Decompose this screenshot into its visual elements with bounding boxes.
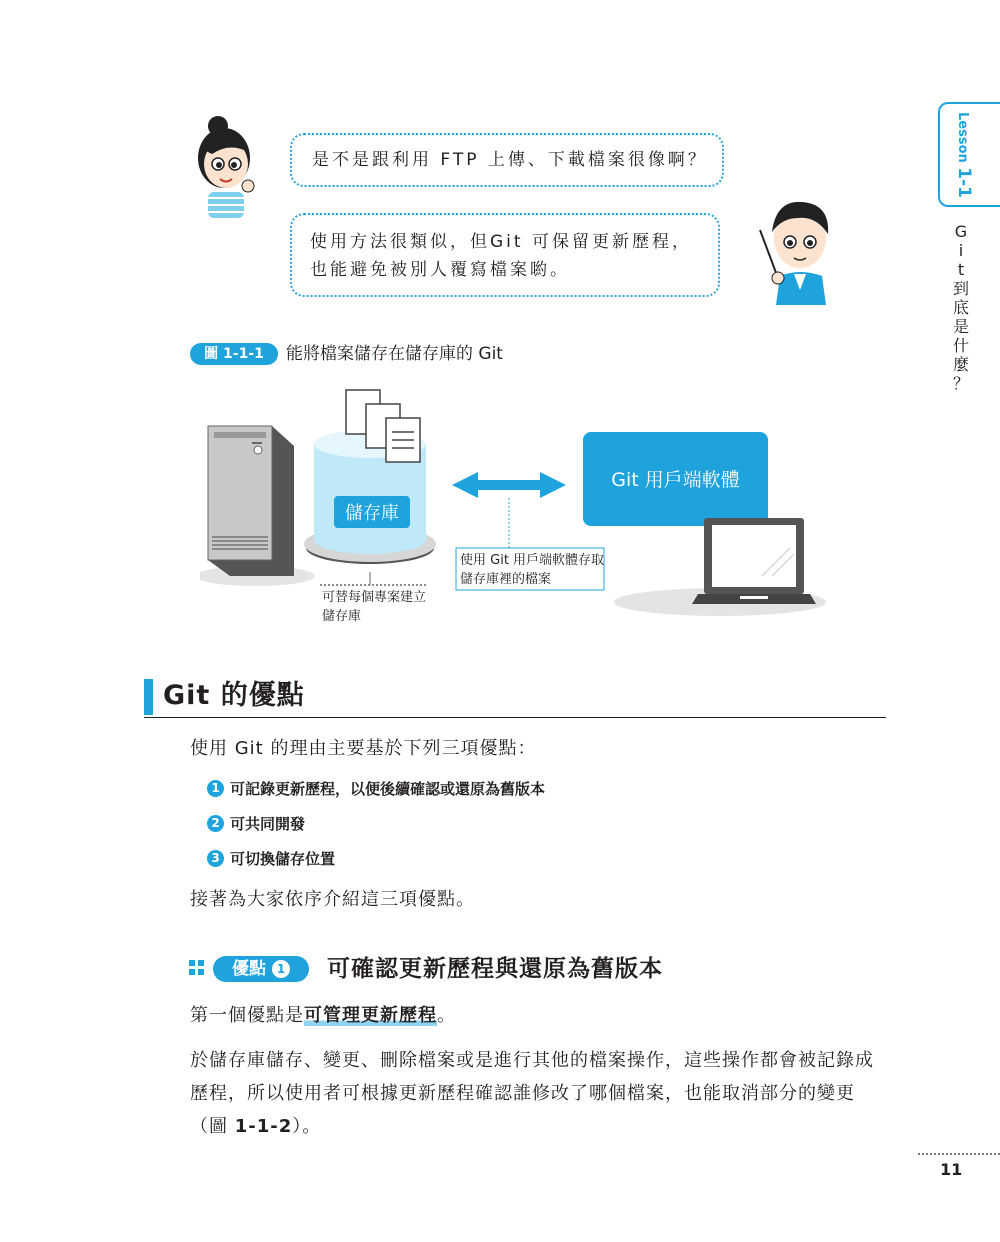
list-item [207, 847, 335, 869]
note-repo-line1: 可替每個專案建立 [322, 590, 427, 605]
subsection-p2-line2: 歷程，所以使用者可根據更新歷程確認誰修改了哪個檔案，也能取消部分的變更 [190, 1083, 855, 1104]
note-access-line2: 儲存庫裡的檔案 [460, 572, 552, 587]
boy-character [752, 190, 832, 305]
chapter-char: t [957, 260, 965, 279]
bubble-answer-line2: 也能避免被別人覆寫檔案喲。 [310, 260, 570, 280]
section-bar [144, 679, 153, 715]
laptop-icon [614, 518, 826, 616]
p2-line3-open: （圖 [190, 1116, 235, 1137]
subsection-p1 [190, 1003, 456, 1029]
figure-reference: 1-1-2 [234, 1116, 293, 1137]
page-divider [918, 1153, 1000, 1155]
note-access-line1: 使用 Git 用戶端軟體存取 [460, 553, 605, 568]
chapter-char: G [954, 222, 968, 241]
chapter-char: 什 [952, 336, 969, 355]
figure-diagram [200, 380, 830, 630]
item-text: 可切換儲存位置 [230, 849, 336, 868]
item-text: 可記錄更新歷程，以便後續確認或還原為舊版本 [230, 779, 546, 798]
subsection-title: 可確認更新歷程與還原為舊版本 [327, 956, 663, 982]
section-rule [144, 717, 886, 718]
bubble-question-text: 是不是跟利用 FTP 上傳、下載檔案很像啊？ [312, 150, 708, 170]
p1-prefix: 第一個優點是 [190, 1005, 304, 1026]
chapter-char: 是 [952, 317, 969, 336]
girl-character [190, 112, 260, 222]
advantage-badge-number: 1 [272, 960, 290, 978]
repo-label: 儲存庫 [345, 503, 399, 524]
subsection-p2-line3 [190, 1114, 321, 1140]
item-number: 2 [207, 815, 224, 832]
item-text: 可共同開發 [230, 814, 306, 833]
lesson-word: Lesson [955, 111, 971, 167]
client-software-label: Git 用戶端軟體 [611, 469, 740, 491]
figure-caption: 能將檔案儲存在儲存庫的 Git [286, 344, 503, 364]
chapter-title-vertical [950, 222, 972, 393]
lesson-tab-label [940, 102, 988, 207]
figure-badge: 圖 1-1-1 [190, 343, 278, 365]
grid-bullet-icon [189, 960, 205, 976]
chapter-char: 到 [952, 279, 969, 298]
lesson-number: 1-1 [954, 166, 975, 198]
p1-suffix: 。 [437, 1005, 456, 1026]
note-repo-line2: 儲存庫 [322, 609, 362, 624]
page-number: 11 [940, 1160, 963, 1179]
section-outro: 接著為大家依序介紹這三項優點。 [190, 889, 475, 910]
section-intro: 使用 Git 的理由主要基於下列三項優點： [190, 738, 537, 759]
chapter-char: ？ [952, 374, 969, 393]
p2-line3-close: ）。 [292, 1116, 322, 1137]
bubble-answer-line1: 使用方法很類似，但Git 可保留更新歷程， [310, 232, 692, 252]
advantage-badge [213, 956, 309, 982]
item-number: 1 [207, 780, 224, 797]
subsection-p2-line1: 於儲存庫儲存、變更、刪除檔案或是進行其他的檔案操作，這些操作都會被記錄成 [190, 1050, 874, 1071]
section-title: Git 的優點 [163, 680, 305, 711]
sync-arrow-icon [452, 472, 566, 498]
chapter-char: 麼 [952, 355, 969, 374]
chapter-char: i [958, 241, 964, 260]
server-icon [200, 426, 315, 586]
list-item [207, 812, 305, 834]
chapter-char: 底 [952, 298, 969, 317]
item-number: 3 [207, 850, 224, 867]
advantage-badge-label: 優點 [232, 959, 266, 979]
p1-highlight: 可管理更新歷程 [304, 1005, 437, 1026]
list-item [207, 777, 545, 799]
